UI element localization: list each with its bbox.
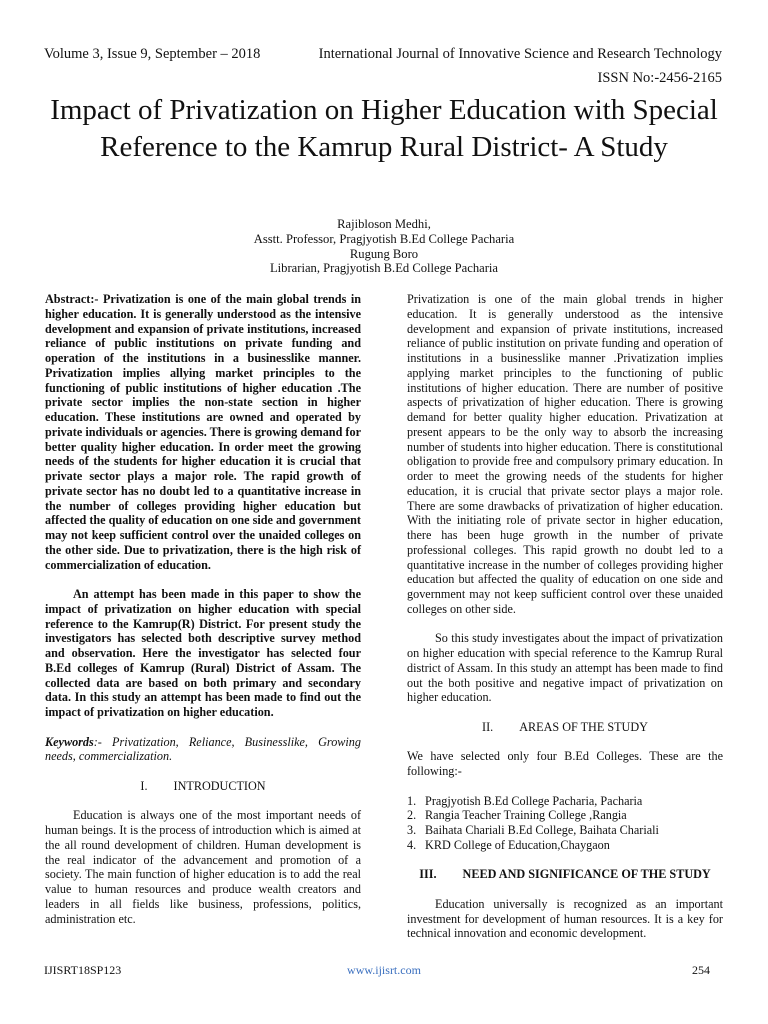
body-paragraph-2: So this study investigates about the impact of privatization on higher education with special reference to the Kamrup Rural district of Assam. In this study an attempt has been made to find out the both positive and negative impact of privatization on higher education. — [407, 631, 723, 705]
section-title: NEED AND SIGNIFICANCE OF THE STUDY — [462, 867, 711, 882]
areas-intro: We have selected only four B.Ed Colleges. These are the following:- — [407, 749, 723, 778]
college-list — [407, 794, 723, 853]
section-heading-introduction — [45, 779, 361, 794]
author-name-1: Rajibloson Medhi, — [337, 217, 431, 231]
section-title: INTRODUCTION — [173, 778, 266, 793]
need-text: Education universally is recognized as an important investment for development of human resources. It is a key for technical innovation and economic development. — [407, 896, 723, 941]
section-heading-need — [407, 867, 723, 882]
volume-info: Volume 3, Issue 9, September – 2018 — [44, 46, 261, 62]
body-paragraph-1: Privatization is one of the main global trends in higher education. It is generally understood as the intensive development and expansion of private institutions, increased reliance of public institution on private funding and operation of institutions in a businesslike manner .Privatization implies applying market principles to the functioning of public institutions of higher education. There are number of positive aspects of privatization of higher education. There is growing demand for better quality higher education. Privatization at present appears to be the only way to absorb the increasing number of students into higher education. There is constitutional obligation to provide free and compulsory primary education. In order to meet the growing needs of the students for higher education, it is crucial that private sector plays a major role. There are some drawbacks of privatization of higher education. With the initiating role of private sector in higher education, there has been huge growth in the number of private professional colleges. This rapid growth no doubt led to a quantitative increase in the number of colleges providing higher education but affected the quality of education on one side and government may not keep sufficient control over these unaided colleges on other side. — [407, 292, 723, 616]
section-heading-areas — [407, 720, 723, 735]
section-title: AREAS OF THE STUDY — [519, 719, 648, 734]
abstract-paragraph: Abstract:- Privatization is one of the main global trends in higher education. It is generally understood as the intensive development and expansion of private institutions, increased reliance of public institutions on private funding and operation of the institutions in a businesslike manner. Privatization implies allying market principles to the functioning of public institutions of higher education .The private sector implies the non-state section in higher education. These institutions are owned and operated by private individuals or agencies. There is growing demand for better quality higher education. In order meet the growing needs of the students for higher education it is crucial that private sector plays a major role. The rapid growth of private sector has no doubt led to a quantitative increase in the number of colleges providing higher education but affected the quality of education on one side and government may not keep sufficient control over the unaided colleges on the other side. Due to privatization, there is the high risk of commercialization of education. — [45, 292, 361, 572]
paper-code: IJISRT18SP123 — [44, 963, 122, 977]
keywords-text: :- Privatization, Reliance, Businesslike, Growing needs, commercialization. — [45, 734, 361, 764]
section-number: III. — [419, 867, 437, 882]
page-number: 254 — [692, 963, 710, 977]
keywords — [45, 735, 361, 765]
author-name-2: Rugung Boro — [349, 246, 419, 261]
introduction-text: Education is always one of the most important needs of human beings. It is the process of introduction which is aimed at the all round development of children. Human development is the real indicator of the advancement and promotion of a society. The main function of higher education is to add the real value to human resources and produce wealth creators and leaders in all fields like business, professions, politics, administration etc. — [45, 808, 361, 926]
author-affiliation-2: Librarian, Pragjyotish B.Ed College Pacharia — [269, 261, 499, 276]
left-column — [45, 292, 361, 926]
list-item: 4. KRD College of Education,Chaygaon — [407, 837, 610, 852]
list-item: 1. Pragjyotish B.Ed College Pacharia, Pacharia — [407, 793, 643, 808]
list-item: 3. Baihata Chariali B.Ed College, Baihata Chariali — [407, 823, 659, 837]
right-column — [407, 292, 723, 941]
list-item: 2. Rangia Teacher Training College ,Rangia — [407, 808, 627, 823]
issn: ISSN No:-2456-2165 — [597, 70, 722, 86]
author-affiliation-1: Asstt. Professor, Pragjyotish B.Ed College Pacharia — [253, 231, 515, 246]
paper-title: Impact of Privatization on Higher Education with Special Reference to the Kamrup Rural District- A Study — [50, 94, 718, 163]
keywords-label: Keywords — [45, 734, 94, 749]
journal-name: International Journal of Innovative Science and Research Technology — [318, 46, 722, 62]
author-block — [40, 217, 728, 276]
section-number: II. — [482, 719, 494, 734]
website-link[interactable]: www.ijisrt.com — [347, 963, 421, 977]
abstract-paragraph-2: An attempt has been made in this paper to show the impact of privatization on higher education with special reference to the Kamrup(R) District. For present study the investigators has selected both descriptive survey method and observation. Here the investigator has selected four B.Ed colleges of Kamrup (Rural) District of Assam. The collected data are based on both primary and secondary data. In this study an attempt has been made to find out the impact of privatization on higher education. — [45, 587, 361, 719]
section-number: I. — [140, 778, 148, 793]
